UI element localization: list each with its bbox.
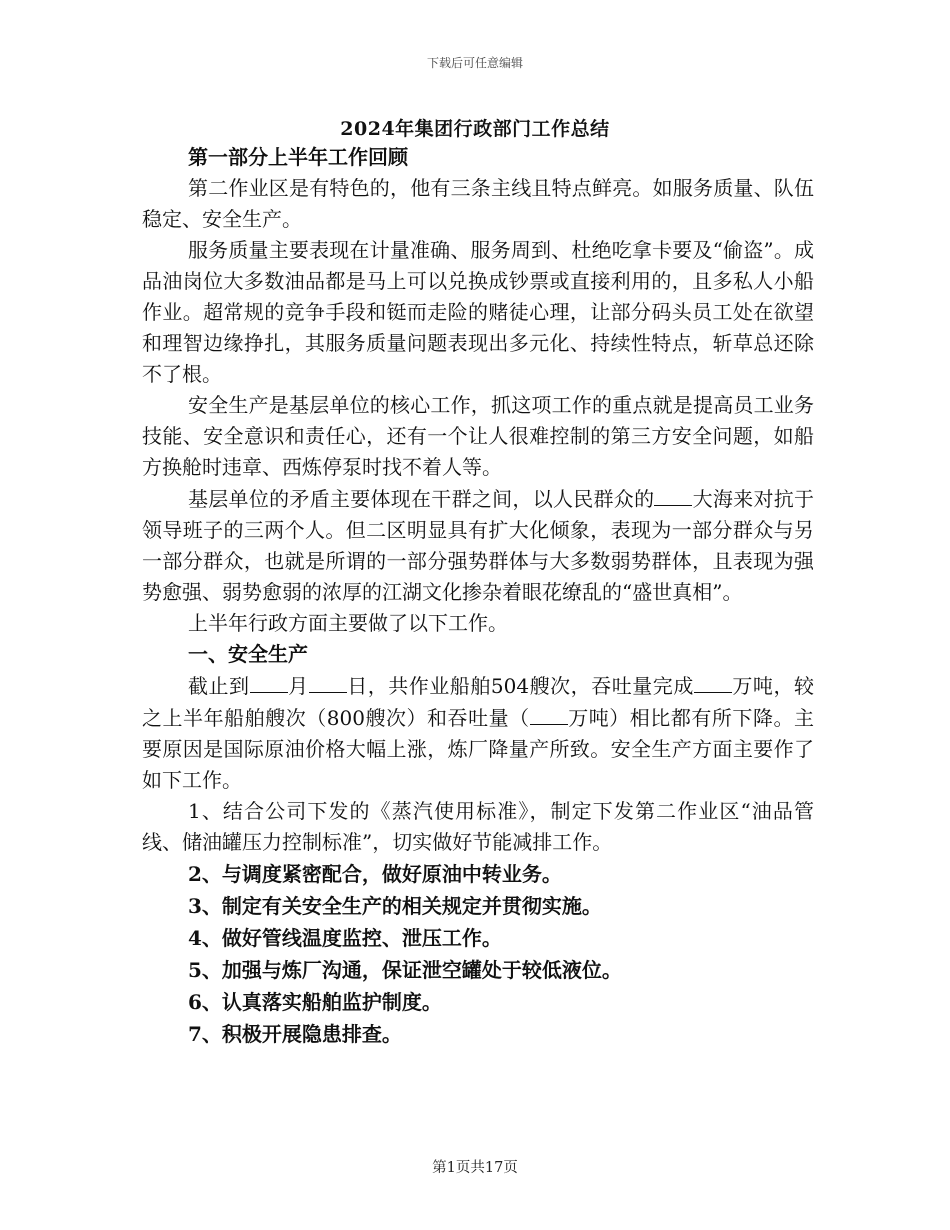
list-item: 6、认真落实船舶监护制度。: [188, 990, 442, 1014]
page-footer: 第1页共17页: [432, 1160, 518, 1176]
paragraph: [142, 483, 814, 608]
page-header: 下载后可任意编辑: [426, 56, 523, 70]
fill-blank: [694, 670, 732, 693]
paragraph: 安全生产是基层单位的核心工作，抓这项工作的重点就是提高员工业务技能、安全意识和责任心，还有一个让人很难控制的第三方安全问题，如船方换舱时违章、西炼停泵时找不着人等。: [142, 393, 814, 479]
list-item: 4、做好管线温度监控、泄压工作。: [188, 926, 502, 950]
text-run: 基层单位的矛盾主要体现在干群之间，以人民群众的: [188, 487, 655, 511]
fill-blank: [654, 483, 692, 506]
list-item: 5、加强与炼厂沟通，保证泄空罐处于较低液位。: [188, 958, 622, 982]
list-item: 1、结合公司下发的《蒸汽使用标准》，制定下发第二作业区“油品管线、储油罐压力控制标准”，切实做好节能减排工作。: [142, 799, 814, 854]
list-item: 7、积极开展隐患排查。: [188, 1022, 402, 1046]
text-run: 万吨）相比都有所下降。主要原因是国际原油价格大幅上涨，炼厂降量产所致。安全生产方面主要作了如下工作。: [142, 706, 814, 792]
text-run: 月: [287, 674, 309, 698]
text-run: 截止到: [188, 674, 250, 698]
paragraph: [142, 670, 814, 796]
text-run: 日，共作业船舶504艘次，吞吐量完成: [346, 674, 694, 698]
list-item: 3、制定有关安全生产的相关规定并贯彻实施。: [188, 894, 602, 918]
text-run: 万吨，较之上半年船舶艘次（800艘次）和吞吐量（: [142, 674, 814, 730]
text-run: 大海来对抗于领导班子的三两个人。但二区明显具有扩大化倾象，表现为一部分群众与另一部分群众，也就是所谓的一部分强势群体与大多数弱势群体，且表现为强势愈强、弱势愈弱的浓厚的江湖文化掺杂着眼花缭乱的“盛世真相”。: [142, 487, 815, 604]
paragraph: 上半年行政方面主要做了以下工作。: [188, 611, 508, 635]
document-title: 2024年集团行政部门工作总结: [340, 118, 610, 140]
fill-blank: [530, 702, 568, 725]
list-item: 2、与调度紧密配合，做好原油中转业务。: [188, 862, 562, 886]
subheading: 一、安全生产: [188, 642, 308, 666]
paragraph: 第二作业区是有特色的，他有三条主线且特点鲜亮。如服务质量、队伍稳定、安全生产。: [142, 176, 814, 231]
fill-blank: [309, 670, 347, 693]
document-body: [142, 142, 814, 1050]
section-heading: 第一部分上半年工作回顾: [188, 145, 408, 169]
fill-blank: [250, 670, 288, 693]
paragraph: 服务质量主要表现在计量准确、服务周到、杜绝吃拿卡要及“偷盗”。成品油岗位大多数油品都是马上可以兑换成钞票或直接利用的，且多私人小船作业。超常规的竞争手段和铤而走险的赌徒心理，让部分码头员工处在欲望和理智边缘挣扎，其服务质量问题表现出多元化、持续性特点，斩草总还除不了根。: [142, 238, 814, 386]
